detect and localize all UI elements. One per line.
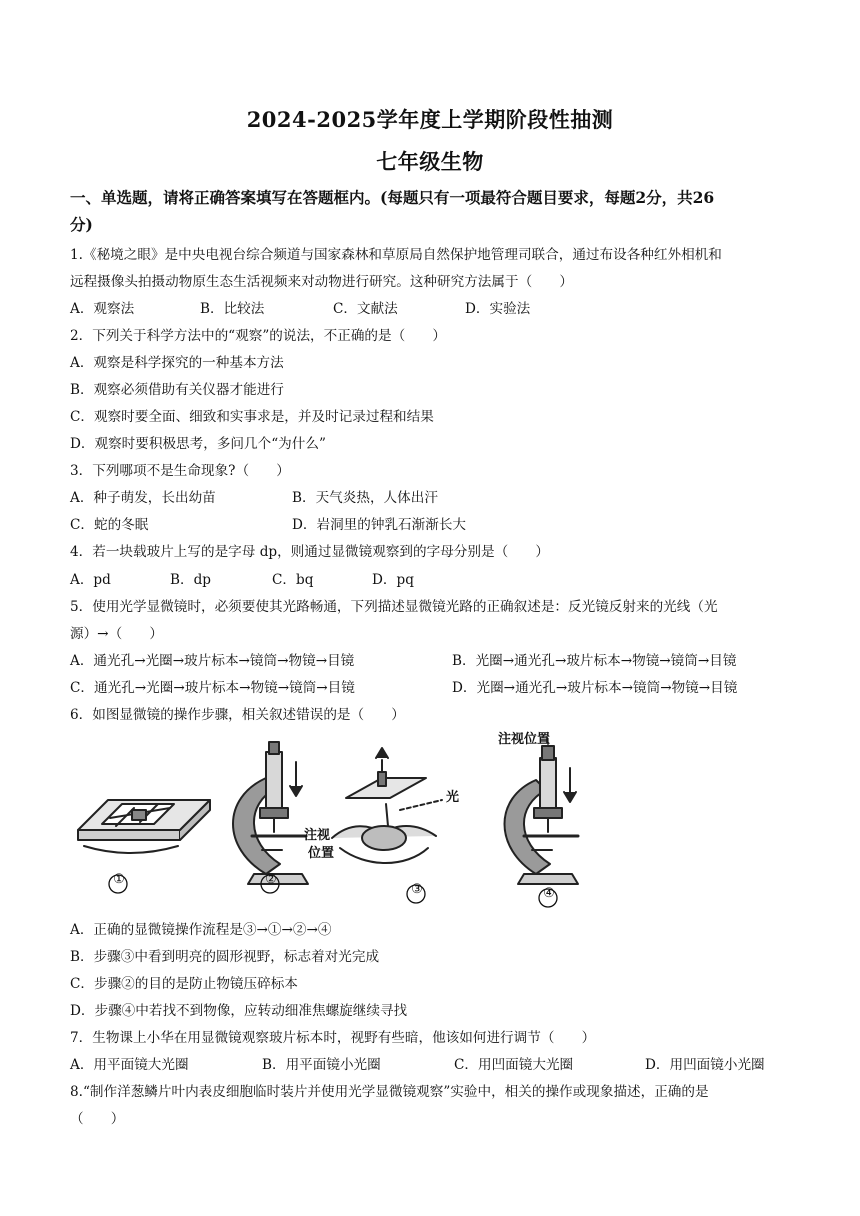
- step2-watch-text-1: 注视: [304, 828, 331, 843]
- q2-option-c: C．观察时要全面、细致和实事求是，并及时记录过程和结果: [70, 409, 434, 425]
- q8-stem-line-1: 8.“制作洋葱鳞片叶内表皮细胞临时装片并使用光学显微镜观察”实验中，相关的操作或现象描述，正确的是: [70, 1084, 709, 1100]
- q5-option-b: B．光圈→通光孔→玻片标本→物镜→镜筒→目镜: [452, 653, 737, 669]
- q6-option-a: A．正确的显微镜操作流程是③→①→②→④: [70, 922, 332, 938]
- q6-option-b: B．步骤③中看到明亮的圆形视野，标志着对光完成: [70, 949, 380, 965]
- q6-stem: 6．如图显微镜的操作步骤，相关叙述错误的是（ ）: [70, 707, 405, 723]
- step4-watch-text: 注视位置: [498, 732, 551, 747]
- q7-option-d: D．用凹面镜小光圈: [645, 1057, 765, 1073]
- q4-option-b: B．dp: [170, 572, 211, 588]
- q6-option-c: C．步骤②的目的是防止物镜压碎标本: [70, 976, 298, 992]
- step3-label: ③: [411, 882, 423, 897]
- q1-option-d: D．实验法: [465, 301, 531, 317]
- q5-option-d: D．光圈→通光孔→玻片标本→镜筒→物镜→目镜: [452, 680, 738, 696]
- microscope-steps-figure: [70, 732, 790, 908]
- q2-option-d: D．观察时要积极思考，多问几个“为什么”: [70, 436, 326, 452]
- q3-option-c: C．蛇的冬眠: [70, 517, 149, 533]
- q4-stem: 4．若一块载玻片上写的是字母 dp，则通过显微镜观察到的字母分别是（ ）: [70, 544, 549, 560]
- step2-watch-text-2: 位置: [308, 846, 335, 861]
- q3-option-a: A．种子萌发，长出幼苗: [70, 490, 216, 506]
- q1-stem-line-2: 远程摄像头拍摄动物原生态生活视频来对动物进行研究。这种研究方法属于（ ）: [70, 274, 573, 290]
- q3-option-d: D．岩洞里的钟乳石渐渐长大: [292, 517, 467, 533]
- step3-light-adjust-drawing: [332, 748, 442, 863]
- q5-option-a: A．通光孔→光圈→玻片标本→镜筒→物镜→目镜: [70, 653, 355, 669]
- q2-option-a: A．观察是科学探究的一种基本方法: [70, 355, 284, 371]
- q7-option-c: C．用凹面镜大光圈: [454, 1057, 574, 1073]
- section-heading-line-1: 一、单选题，请将正确答案填写在答题框内。(每题只有一项最符合题目要求，每题2分，共26: [70, 188, 715, 207]
- q1-option-b: B．比较法: [200, 301, 265, 317]
- q5-option-c: C．通光孔→光圈→玻片标本→物镜→镜筒→目镜: [70, 680, 355, 696]
- q4-option-d: D．pq: [372, 572, 414, 588]
- q6-option-d: D．步骤④中若找不到物像，应转动细准焦螺旋继续寻找: [70, 1003, 408, 1019]
- step1-stage-drawing: [78, 800, 210, 853]
- q4-option-a: A．pd: [70, 572, 111, 588]
- q5-stem-line-1: 5．使用光学显微镜时，必须要使其光路畅通，下列描述显微镜光路的正确叙述是：反光镜反射来的光线（光: [70, 599, 718, 615]
- q2-option-b: B．观察必须借助有关仪器才能进行: [70, 382, 284, 398]
- q7-option-b: B．用平面镜小光圈: [262, 1057, 381, 1073]
- q1-stem-line-1: 1.《秘境之眼》是中央电视台综合频道与国家森林和草原局自然保护地管理司联合，通过布设各种红外相机和: [70, 247, 722, 263]
- q3-option-b: B．天气炎热，人体出汗: [292, 490, 438, 506]
- q4-option-c: C．bq: [272, 572, 314, 588]
- microscope-steps-illustration: [70, 738, 790, 908]
- step2-label: ②: [265, 872, 277, 887]
- step1-label: ①: [113, 872, 125, 887]
- q1-option-c: C．文献法: [333, 301, 398, 317]
- q5-stem-line-2: 源）→（ ）: [70, 626, 163, 642]
- q7-stem: 7．生物课上小华在用显微镜观察玻片标本时，视野有些暗，他该如何进行调节（ ）: [70, 1030, 596, 1046]
- q8-stem-line-2: （ ）: [70, 1111, 125, 1127]
- exam-subject: 七年级生物: [376, 149, 484, 174]
- step4-microscope-drawing: [505, 738, 579, 884]
- q7-option-a: A．用平面镜大光圈: [70, 1057, 189, 1073]
- q1-option-a: A．观察法: [70, 301, 135, 317]
- step3-light-text: 光: [446, 790, 460, 805]
- step4-label: ④: [543, 886, 555, 901]
- section-heading: [70, 184, 794, 238]
- q2-stem: 2．下列关于科学方法中的“观察”的说法，不正确的是（ ）: [70, 328, 446, 344]
- step2-microscope-drawing: [233, 742, 308, 884]
- section-heading-line-2: 分): [70, 215, 93, 234]
- exam-title: 2024-2025学年度上学期阶段性抽测: [246, 107, 614, 132]
- q3-stem: 3．下列哪项不是生命现象?（ ）: [70, 463, 290, 479]
